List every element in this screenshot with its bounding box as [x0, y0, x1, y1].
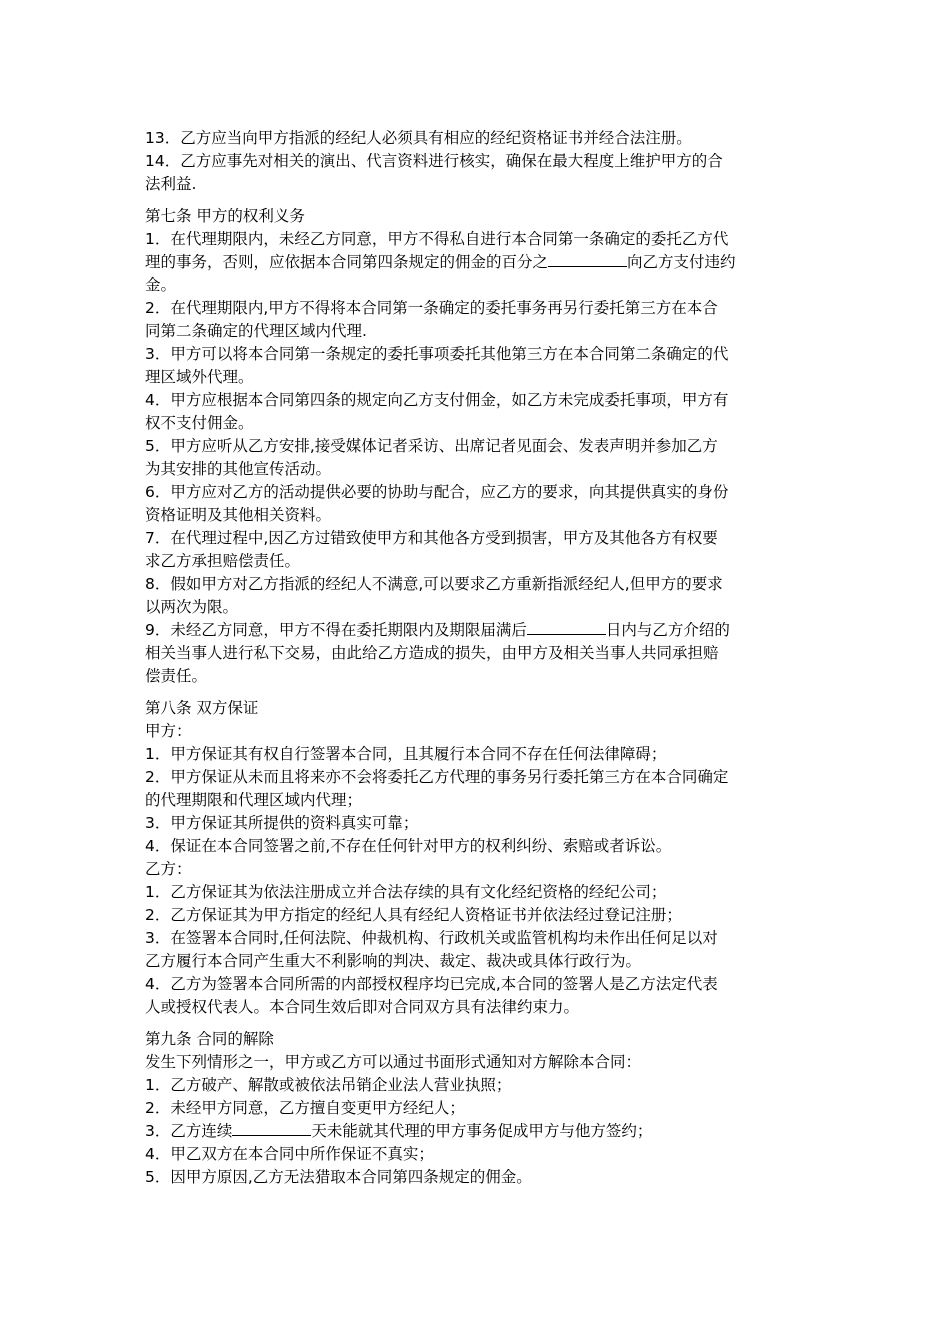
party-a-item-1: 1．甲方保证其有权自行签署本合同，且其履行本合同不存在任何法律障碍； — [145, 745, 667, 763]
item-1: 1．在代理期限内，未经乙方同意，甲方不得私自进行本合同第一条确定的委托乙方代 — [145, 230, 729, 248]
party-a-item-3: 3．甲方保证其所提供的资料真实可靠； — [145, 814, 419, 832]
item-1-cont — [145, 251, 810, 274]
party-b-item-2: 2．乙方保证其为甲方指定的经纪人具有经纪人资格证书并依法经过登记注册； — [145, 906, 682, 924]
party-a-item-2: 2．甲方保证从未而且将来亦不会将委托乙方代理的事务另行委托第三方在本合同确定 — [145, 768, 729, 786]
item-9 — [145, 619, 810, 642]
text: 9．未经乙方同意，甲方不得在委托期限内及期限届满后 — [145, 621, 527, 639]
section-gap — [145, 196, 810, 205]
item-3: 3．甲方可以将本合同第一条规定的委托事项委托其他第三方在本合同第二条确定的代 — [145, 345, 729, 363]
item-5: 5．甲方应听从乙方安排,接受媒体记者采访、出席记者见面会、发表声明并参加乙方 — [145, 437, 718, 455]
party-a-item-2-cont: 的代理期限和代理区域内代理； — [145, 791, 363, 809]
section-heading-9: 第九条 合同的解除 — [145, 1030, 274, 1048]
item-2-cont: 同第二条确定的代理区域内代理. — [145, 322, 367, 340]
item-5-cont: 为其安排的其他宣传活动。 — [145, 460, 332, 478]
document-page — [145, 127, 810, 1189]
section-heading-7: 第七条 甲方的权利义务 — [145, 207, 305, 225]
party-b-label: 乙方： — [145, 860, 192, 878]
termination-item-5: 5．因甲方原因,乙方无法猎取本合同第四条规定的佣金。 — [145, 1168, 532, 1186]
fill-in-blank[interactable] — [527, 619, 606, 635]
fill-in-blank[interactable] — [232, 1120, 311, 1136]
text-tail: 天未能就其代理的甲方事务促成甲方与他方签约； — [311, 1122, 653, 1140]
party-b-item-4-cont: 人或授权代表人。本合同生效后即对合同双方具有法律约束力。 — [145, 998, 580, 1016]
termination-item-4: 4．甲乙双方在本合同中所作保证不真实； — [145, 1145, 434, 1163]
clause-7-13: 13．乙方应当向甲方指派的经纪人必须具有相应的经纪资格证书并经合法注册。 — [145, 129, 692, 147]
item-6: 6．甲方应对乙方的活动提供必要的协助与配合，应乙方的要求，向其提供真实的身份 — [145, 483, 729, 501]
party-b-item-3-cont: 乙方履行本合同产生重大不利影响的判决、裁定、裁决或具体行政行为。 — [145, 952, 642, 970]
termination-item-3 — [145, 1120, 810, 1143]
item-6-cont: 资格证明及其他相关资料。 — [145, 506, 332, 524]
item-3-cont: 理区域外代理。 — [145, 368, 254, 386]
item-7: 7．在代理过程中,因乙方过错致使甲方和其他各方受到损害，甲方及其他各方有权要 — [145, 529, 718, 547]
termination-item-1: 1．乙方破产、解散或被依法吊销企业法人营业执照； — [145, 1076, 512, 1094]
party-b-item-1: 1．乙方保证其为依法注册成立并合法存续的具有文化经纪资格的经纪公司； — [145, 883, 667, 901]
item-2: 2．在代理期限内,甲方不得将本合同第一条确定的委托事务再另行委托第三方在本合 — [145, 299, 718, 317]
text-tail: 向乙方支付违约 — [627, 253, 736, 271]
item-8: 8．假如甲方对乙方指派的经纪人不满意,可以要求乙方重新指派经纪人,但甲方的要求 — [145, 575, 723, 593]
party-b-item-3: 3．在签署本合同时,任何法院、仲裁机构、行政机关或监管机构均未作出任何足以对 — [145, 929, 718, 947]
text: 理的事务，否则，应依据本合同第四条规定的佣金的百分之 — [145, 253, 549, 271]
termination-item-2: 2．未经甲方同意，乙方擅自变更甲方经纪人； — [145, 1099, 465, 1117]
section-gap — [145, 1019, 810, 1028]
item-8-cont: 以两次为限。 — [145, 598, 239, 616]
text: 3．乙方连续 — [145, 1122, 233, 1140]
item-9-end: 偿责任。 — [145, 667, 208, 685]
section-heading-8: 第八条 双方保证 — [145, 699, 259, 717]
item-4: 4．甲方应根据本合同第四条的规定向乙方支付佣金，如乙方未完成委托事项，甲方有 — [145, 391, 729, 409]
section-9-intro: 发生下列情形之一，甲方或乙方可以通过书面形式通知对方解除本合同： — [145, 1053, 642, 1071]
section-gap — [145, 688, 810, 697]
clause-7-14-cont: 法利益. — [145, 175, 197, 193]
item-1-end: 金。 — [145, 276, 177, 294]
party-a-item-4: 4．保证在本合同签署之前,不存在任何针对甲方的权利纠纷、索赔或者诉讼。 — [145, 837, 672, 855]
party-b-item-4: 4．乙方为签署本合同所需的内部授权程序均已完成,本合同的签署人是乙方法定代表 — [145, 975, 718, 993]
party-a-label: 甲方： — [145, 722, 192, 740]
item-4-cont: 权不支付佣金。 — [145, 414, 254, 432]
clause-7-14: 14．乙方应事先对相关的演出、代言资料进行核实，确保在最大程度上维护甲方的合 — [145, 152, 723, 170]
item-7-cont: 求乙方承担赔偿责任。 — [145, 552, 301, 570]
fill-in-blank[interactable] — [548, 251, 627, 267]
item-9-cont: 相关当事人进行私下交易，由此给乙方造成的损失，由甲方及相关当事人共同承担赔 — [145, 644, 719, 662]
text-tail: 日内与乙方介绍的 — [605, 621, 730, 639]
